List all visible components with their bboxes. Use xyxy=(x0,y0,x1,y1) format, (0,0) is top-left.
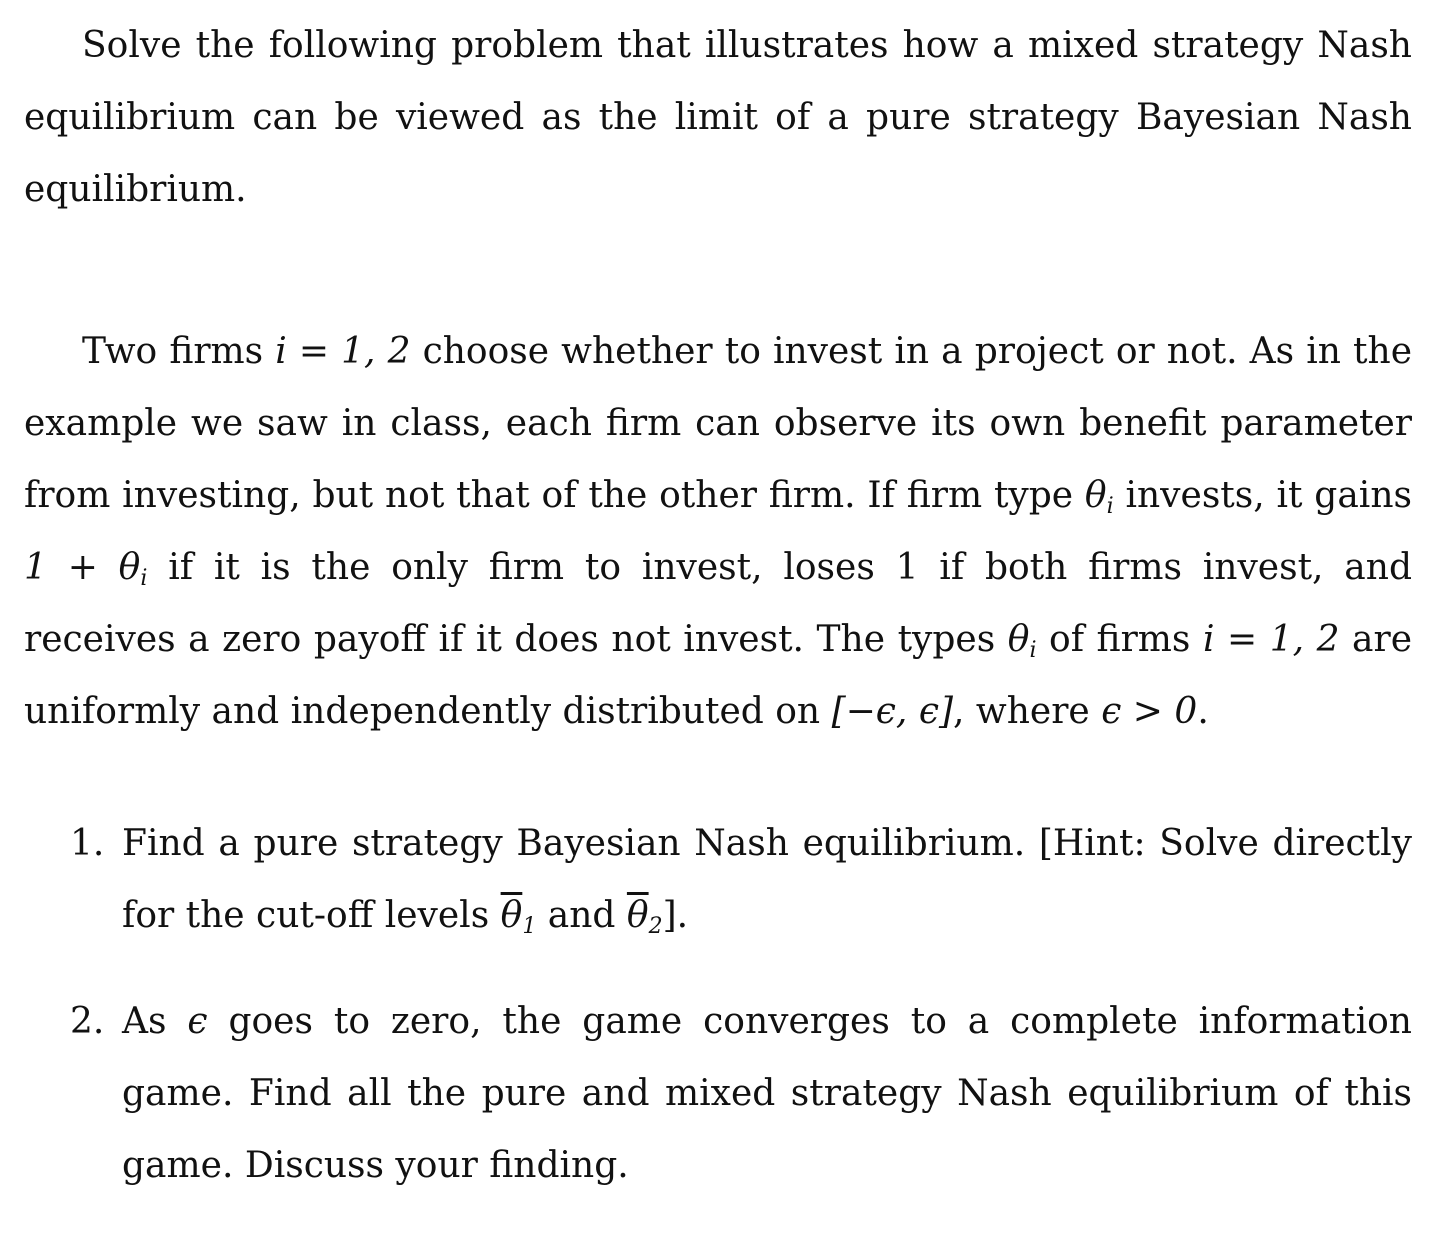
setup-text-6: are uniformly and independently distributed on xyxy=(24,619,1412,732)
math-theta-subscript: i xyxy=(1106,494,1114,519)
math-theta-bar-1 xyxy=(500,895,537,939)
task-list xyxy=(24,808,1412,1202)
math-theta-bar-2-subscript: 2 xyxy=(648,914,663,939)
setup-text-5: of firms xyxy=(1036,619,1203,660)
setup-text-1: Two firms xyxy=(82,331,276,372)
math-theta-bar-2-symbol: $\overline{\theta}$ xyxy=(626,895,649,936)
task-1-text-2: and xyxy=(536,895,627,936)
list-item xyxy=(24,986,1412,1202)
setup-text-3: invests, it gains xyxy=(1113,475,1412,516)
task-1-text-1: Find a pure strategy Bayesian Nash equilibrium. [Hint: Solve directly for the cut-off levels xyxy=(122,823,1412,936)
math-types-theta-symbol: θ xyxy=(1007,619,1030,660)
math-firm-index: i = 1, 2 xyxy=(275,331,411,372)
task-1-text-3: ]. xyxy=(662,895,689,936)
list-item xyxy=(24,808,1412,952)
math-types-theta-subscript: i xyxy=(1029,638,1037,663)
math-epsilon-positive: ϵ > 0 xyxy=(1101,691,1198,732)
math-theta-i xyxy=(1084,475,1114,519)
setup-paragraph xyxy=(24,316,1412,748)
document-page xyxy=(24,10,1412,1236)
math-theta-symbol: θ xyxy=(1084,475,1107,516)
math-types-theta xyxy=(1007,619,1037,663)
math-gain-expression xyxy=(24,547,148,591)
setup-text-7: , where xyxy=(953,691,1102,732)
math-theta-bar-2 xyxy=(626,895,663,939)
math-firm-index-2: i = 1, 2 xyxy=(1202,619,1340,660)
intro-text: Solve the following problem that illustrates how a mixed strategy Nash equilibrium can be viewed as the limit of a pure strategy Bayesian Nash equilibrium. xyxy=(24,25,1412,210)
intro-paragraph xyxy=(24,10,1412,226)
task-number: 2. xyxy=(70,1001,105,1042)
math-interval: [−ϵ, ϵ] xyxy=(831,691,954,732)
math-theta-bar-1-symbol: $\overline{\theta}$ xyxy=(500,895,523,936)
math-gain-base: 1 + θ xyxy=(24,547,141,588)
task-2-text-2: goes to zero, the game converges to a complete information game. Find all the pure and mixed strategy Nash equilibrium of this game. Discuss your finding. xyxy=(122,1001,1412,1186)
math-theta-bar-1-subscript: 1 xyxy=(522,914,537,939)
task-2-text-1: As xyxy=(122,1001,188,1042)
math-gain-subscript: i xyxy=(140,566,148,591)
setup-text-2: choose whether to invest in a project or not. As in the example we saw in class, each firm can observe its own benefit parameter from investing, but not that of the other firm. If firm type xyxy=(24,331,1413,516)
task-number: 1. xyxy=(70,823,105,864)
setup-text-8: . xyxy=(1197,691,1209,732)
setup-text-4: if it is the only firm to invest, loses 1 if both firms invest, and receives a zero payoff if it does not invest. The types xyxy=(24,547,1412,660)
math-epsilon: ϵ xyxy=(187,1001,208,1042)
